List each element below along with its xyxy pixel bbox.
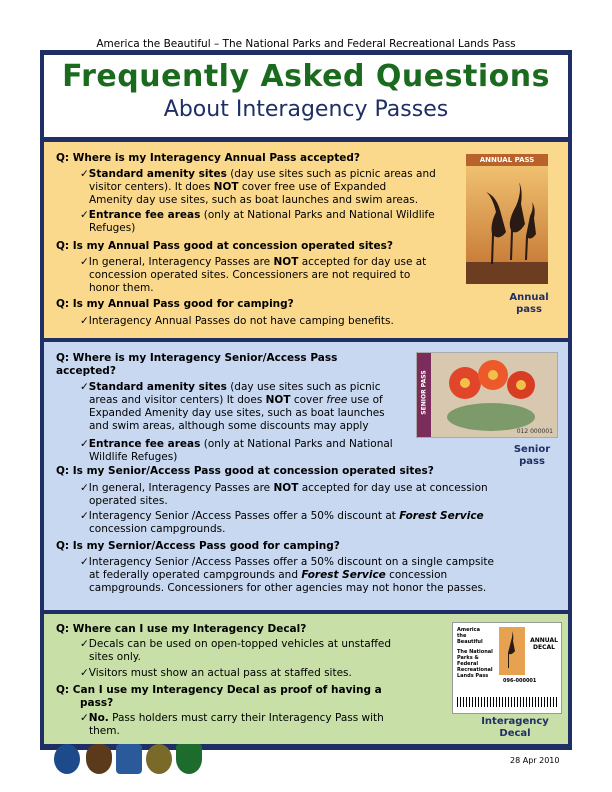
senior-pass-card-number: 012 000001 (516, 428, 553, 435)
senior-answer-3-end: accepted for day use at concession (298, 482, 488, 494)
senior-answer-2-line2: Wildlife Refuges) (89, 451, 178, 463)
annual-answer-3-end: accepted for day use at (298, 256, 427, 268)
annual-answer-1-line3: Amenity day use sites, such as boat launches and swim areas. (89, 194, 419, 206)
annual-question-3: Q: Is my Annual Pass good for camping? (56, 298, 294, 310)
annual-answer-1 (80, 168, 436, 181)
page-subtitle: About Interagency Passes (163, 97, 449, 122)
decal-question-2: Q: Can I use my Interagency Decal as proof of having a (56, 684, 382, 696)
decal-question-2-line2: pass? (80, 697, 114, 709)
decal-card-decal: DECAL (533, 644, 555, 651)
senior-question-1-line2: accepted? (56, 365, 116, 377)
decal-card-text-l6: Federal (457, 661, 479, 667)
crane-silhouette-icon (466, 166, 548, 284)
decal-answer-3-text: Pass holders must carry their Interagency Pass with (108, 712, 384, 724)
annual-answer-4: ✓Interagency Annual Passes do not have camping benefits. (80, 315, 394, 327)
decal-card-text-l3: Beautiful (457, 639, 483, 645)
senior-answer-1-use: use of (347, 394, 383, 406)
senior-answer-1-line2 (89, 394, 383, 407)
decal-answer-1-line2: sites only. (89, 651, 141, 663)
decal-card-title (529, 637, 559, 651)
senior-answer-1-line3: Expanded Amenity day use sites, such as boat launches (89, 407, 385, 419)
senior-answer-5-line2-text: at federally operated campgrounds and (89, 569, 302, 581)
reclamation-logo-icon (146, 744, 172, 774)
decal-card-text-l5: Parks & (457, 655, 479, 661)
annual-pass-card-label: ANNUAL PASS (466, 154, 548, 166)
barcode-icon (457, 697, 557, 707)
decal-caption-line1: Interagency (481, 716, 549, 727)
decal-answer-3-line2: them. (89, 725, 120, 737)
annual-question-1: Q: Where is my Interagency Annual Pass accepted? (56, 152, 360, 164)
senior-answer-1-not: NOT (265, 394, 291, 406)
annual-caption-line2: pass (516, 304, 542, 315)
annual-question-2: Q: Is my Annual Pass good at concession operated sites? (56, 240, 393, 252)
decal-card-text (457, 627, 497, 679)
decal-card-text-l7: Recreational (457, 667, 493, 673)
annual-answer-2-bold: ✓Entrance fee areas (80, 209, 201, 221)
fws-logo-icon (116, 744, 142, 774)
nps-logo-icon (86, 744, 112, 774)
usfs-logo-icon (176, 744, 202, 774)
annual-answer-1-not: NOT (213, 181, 239, 193)
senior-answer-1 (80, 381, 381, 394)
annual-answer-2-text: (only at National Parks and National Wildlife (200, 209, 435, 221)
blm-logo-icon (54, 744, 80, 774)
decal-question-1: Q: Where can I use my Interagency Decal? (56, 623, 307, 635)
annual-answer-2 (80, 209, 435, 222)
annual-answer-3-not: NOT (273, 256, 299, 268)
decal-caption-line2: Decal (499, 728, 531, 739)
senior-answer-5-forest-service: Forest Service (301, 569, 386, 581)
senior-answer-4-line2: concession campgrounds. (89, 523, 226, 535)
senior-answer-1-line2-text: areas and visitor centers) It does (89, 394, 266, 406)
decal-card-text-l1: America (457, 627, 480, 633)
senior-answer-4-forest-service: Forest Service (399, 510, 484, 522)
decal-card-image (452, 622, 562, 714)
senior-answer-5-line3: campgrounds. Concessioners for other agencies may not honor the passes. (89, 582, 487, 594)
header-topline: America the Beautiful – The National Parks and Federal Recreational Lands Pass (96, 38, 516, 50)
senior-answer-3-text: ✓In general, Interagency Passes are (80, 482, 274, 494)
annual-answer-3-line2: concession operated sites. Concessioners are not required to (89, 269, 411, 281)
senior-caption-line1: Senior (513, 444, 551, 455)
decal-card-annual: ANNUAL (530, 637, 558, 644)
decal-answer-2: ✓Visitors must show an actual pass at staffed sites. (80, 667, 352, 679)
decal-caption (470, 716, 560, 740)
senior-answer-1-free: free (326, 394, 348, 406)
annual-answer-1-text: (day use sites such as picnic areas and (226, 168, 436, 180)
decal-answer-3-bold: ✓No. (80, 712, 109, 724)
senior-answer-3 (80, 482, 488, 495)
footer-date: 28 Apr 2010 (510, 756, 560, 765)
senior-caption-line2: pass (519, 456, 545, 467)
annual-answer-3-text: ✓In general, Interagency Passes are (80, 256, 274, 268)
senior-answer-1-cover: cover (290, 394, 327, 406)
senior-answer-2-bold: ✓Entrance fee areas (80, 438, 201, 450)
decal-answer-1: ✓Decals can be used on open-topped vehicles at unstaffed (80, 638, 392, 650)
decal-card-number: 096-000001 (503, 678, 537, 684)
annual-answer-2-line2: Refuges) (89, 222, 136, 234)
senior-question-3: Q: Is my Sernior/Access Pass good for camping? (56, 540, 340, 552)
decal-answer-3 (80, 712, 384, 725)
annual-answer-1-line2-end: cover free use of Expanded (238, 181, 387, 193)
decal-card-text-l4: The National (457, 649, 493, 655)
annual-answer-1-line2-text: visitor centers). It does (89, 181, 214, 193)
senior-answer-5-concession: concession (385, 569, 448, 581)
annual-answer-3 (80, 256, 426, 269)
page-title: Frequently Asked Questions (62, 59, 550, 94)
senior-pass-card-image (416, 352, 558, 438)
senior-answer-4 (80, 510, 484, 523)
senior-answer-4-text: ✓Interagency Senior /Access Passes offer a 50% discount at (80, 510, 400, 522)
senior-answer-1-line4: and swim areas, although some discounts may apply (89, 420, 369, 432)
annual-pass-section (44, 142, 568, 338)
senior-question-1: Q: Where is my Interagency Senior/Access Pass (56, 352, 338, 364)
senior-answer-3-not: NOT (273, 482, 299, 494)
senior-answer-3-line2: operated sites. (89, 495, 168, 507)
decal-card-text-l2: the (457, 633, 467, 639)
senior-pass-section (44, 342, 568, 610)
annual-answer-1-bold: ✓Standard amenity sites (80, 168, 227, 180)
senior-answer-2-text: (only at National Parks and National (200, 438, 393, 450)
annual-answer-1-line2 (89, 181, 386, 194)
title-box (44, 55, 568, 137)
decal-section (44, 614, 568, 744)
senior-answer-5-line2 (89, 569, 447, 582)
decal-card-text-l8: Lands Pass (457, 673, 489, 679)
senior-pass-card-label: SENIOR PASS (420, 370, 428, 415)
annual-pass-card-image (466, 154, 548, 284)
cactus-flower-icon (431, 353, 557, 437)
senior-question-2: Q: Is my Senior/Access Pass good at concession operated sites? (56, 465, 434, 477)
senior-pass-caption (496, 444, 568, 468)
senior-answer-5: ✓Interagency Senior /Access Passes offer a 50% discount on a single campsite (80, 556, 494, 568)
annual-pass-caption (494, 292, 564, 316)
annual-caption-line1: Annual (509, 292, 549, 303)
annual-answer-3-line3: honor them. (89, 282, 154, 294)
senior-answer-1-bold: ✓Standard amenity sites (80, 381, 227, 393)
senior-answer-1-text: (day use sites such as picnic (226, 381, 381, 393)
senior-answer-2 (80, 438, 393, 451)
decal-crane-icon (499, 627, 525, 675)
